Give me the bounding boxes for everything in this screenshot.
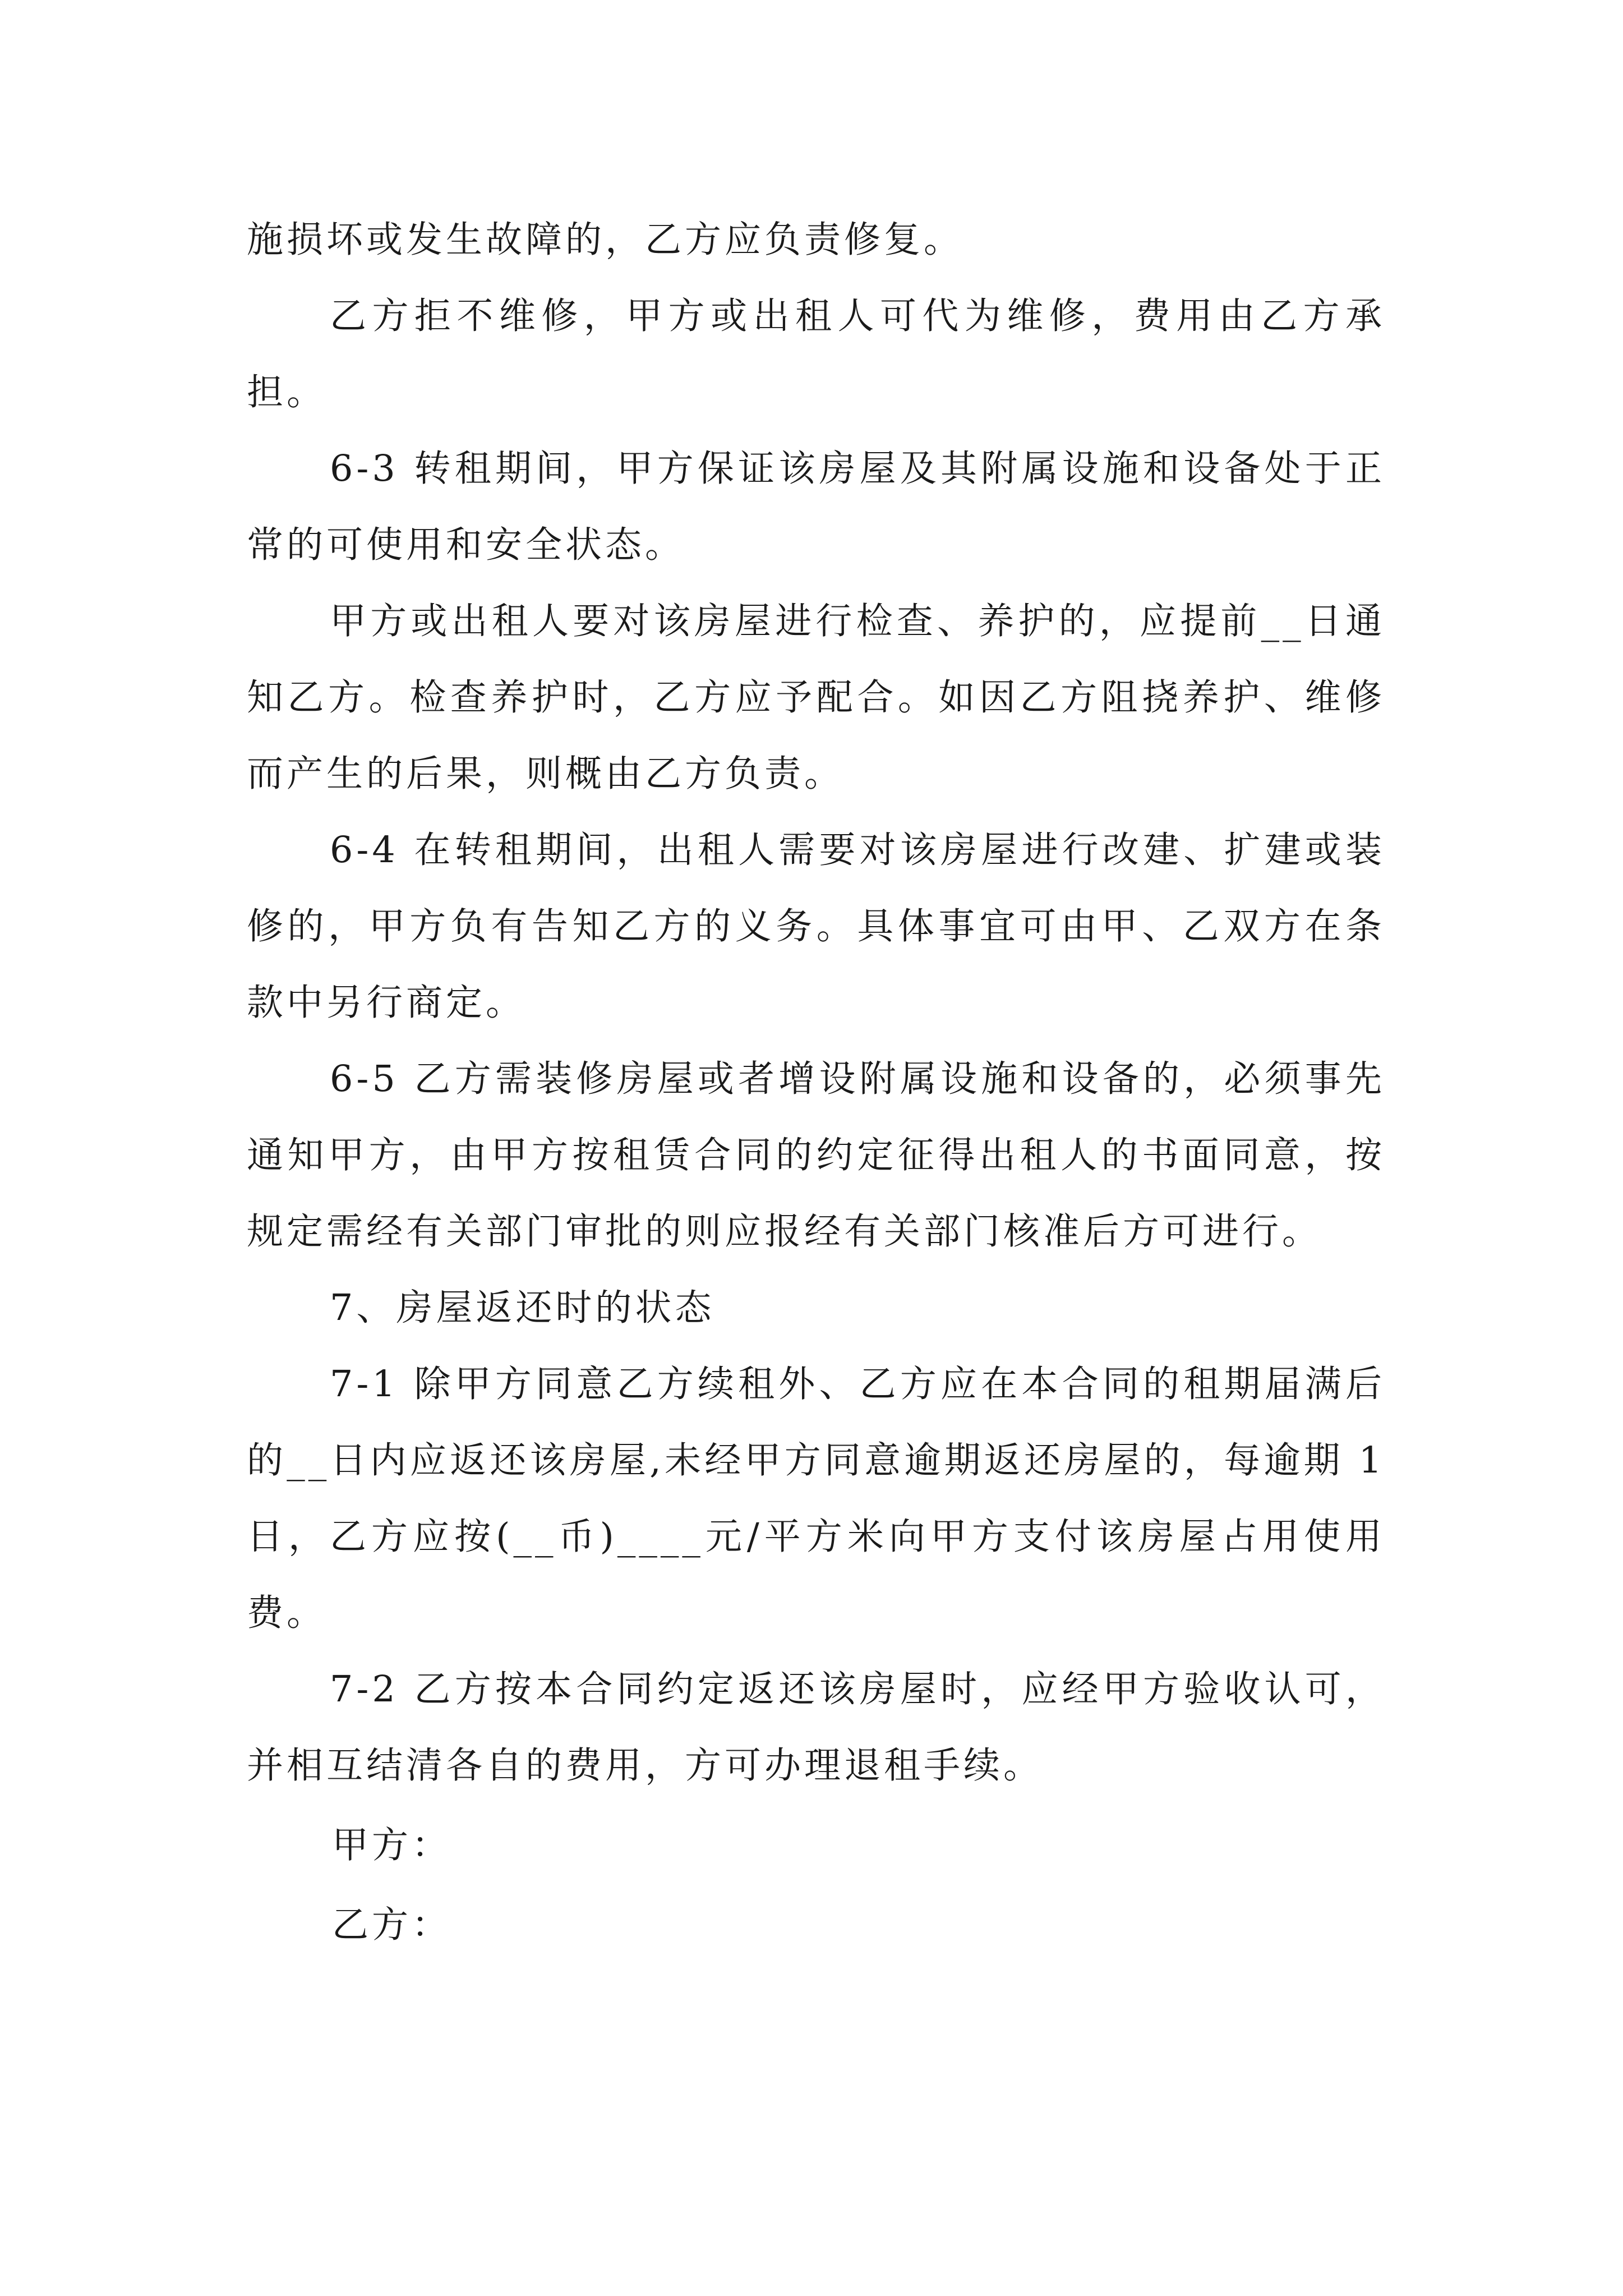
paragraph-clause-7-2: 7-2 乙方按本合同约定返还该房屋时，应经甲方验收认可，并相互结清各自的费用，方可办理退租手续。 — [247, 1668, 1385, 1787]
paragraph-clause-7-1: 7-1 除甲方同意乙方续租外、乙方应在本合同的租期届满后的__日内应返还该房屋,未经甲方同意逾期返还房屋的，每逾期 1 日，乙方应按(__币)____元/平方米向甲方支付该房屋占用使用费。 — [247, 1363, 1385, 1634]
section-heading-7: 7、房屋返还时的状态 — [330, 1287, 715, 1329]
paragraph-refusal-to-repair: 乙方拒不维修，甲方或出租人可代为维修，费用由乙方承担。 — [247, 295, 1385, 413]
signature-party-b: 乙方： — [332, 1904, 452, 1946]
paragraph-inspection-notice: 甲方或出租人要对该房屋进行检查、养护的，应提前__日通知乙方。检查养护时，乙方应予配合。如因乙方阻挠养护、维修而产生的后果，则概由乙方负责。 — [247, 600, 1385, 795]
paragraph-clause-6-5: 6-5 乙方需装修房屋或者增设附属设施和设备的，必须事先通知甲方，由甲方按租赁合同的约定征得出租人的书面同意，按规定需经有关部门审批的则应报经有关部门核准后方可进行。 — [247, 1058, 1385, 1253]
signature-party-a: 甲方： — [332, 1824, 452, 1866]
paragraph-clause-6-4: 6-4 在转租期间，出租人需要对该房屋进行改建、扩建或装修的，甲方负有告知乙方的义务。具体事宜可由甲、乙双方在条款中另行商定。 — [247, 829, 1385, 1024]
paragraph-clause-6-3: 6-3 转租期间，甲方保证该房屋及其附属设施和设备处于正常的可使用和安全状态。 — [247, 448, 1385, 566]
document-body — [247, 202, 1385, 1963]
paragraph-repair-responsibility: 施损坏或发生故障的，乙方应负责修复。 — [247, 219, 964, 261]
